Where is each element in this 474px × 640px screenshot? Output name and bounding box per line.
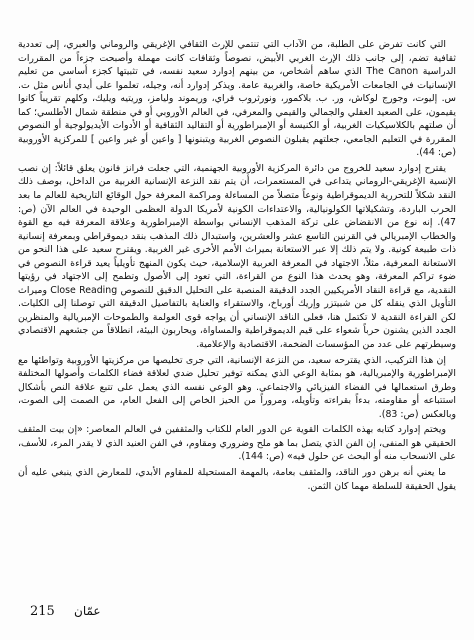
paragraph-3: إن هذا التركيب، الذي يقترحه سعيد، من النزعة الإنسانية، التي جرى تخليصها من مركزيتها الأوروبية وتواطئها مع الإمبراطورية والإمبريالية، هو بمثابة الوعي الذي يمكنه توفير تحليل ضدي لعلاقة فضاء الكلمات وأصولها المختلفة وطرق استعمالها في الفضاء الفيزيائي والاجتماعي. وهو الوعي نفسه الذي يعمل على تتبع علاقة النص بأشكال استتباعه أو مقاومته، بدءاً بقراءته وتأويله، ومروراً من الحيز الخاص إلى الفعل العام، من الصمت إلى الصوت، وبالعكس (ص: 83).: [18, 354, 456, 420]
paragraph-5: ما يعني أنه برهن دور الناقد، والمثقف بعامة، بالمهمة المستحيلة للمقاوم الأبدي، للمعارض الذي ينبغي عليه أن يقول الحقيقة للسلطة مهما كان الثمن.: [18, 466, 456, 492]
paragraph-1: التي كانت تفرض على الطلبة، من الآداب التي تنتمي للإرث الثقافي الإغريقي والروماني والعبري، إلى تعددية ثقافية تضم، إلى جانب ذلك الإرث الغربي الأبيض، نصوصاً وثقافات كانت مهملة وأصبحت جزءاً من المقررات الدراسية The Canon الذي ساهم أشخاص، من بينهم إدوارد سعيد نفسه، في تثبيتها كجزء أساسي من تعليم الإنسانيات في الجامعات الأمريكية خاصة، والغربية عامة. ويذكر إدوارد أنه، وجيله، تعلموا على أيدي أناس مثل ت. س. إليوت، وجورج لوكاش، ور. ب. بلاكمور، ونورثروب فراي، وريموند وليامز، وريتيه ويليك، وكلهم تقريباً كانوا يقيمون، على الصعيد العقلي والجمالي والقيمي والمعرفي، في العالم الأوروبي أو في منطقة شمال الأطلسي؛ كما أن صلتهم بالكلاسيكيات الغربية، أو الكنيسة أو الإمبراطورية أو التقاليد الثقافية أو الأدوات الأيديولوجية أو النصوص المقررة في التعليم الجامعي، جعلتهم يقبلون النصوص الغربية ويتبنونها [ واعين أو غير واعين ] للمركزية الأوروبية (ص: 44).: [18, 39, 456, 159]
page-number: 215: [30, 604, 55, 619]
paragraph-2: يقترح إدوارد سعيد للخروج من دائرة المركزية الأوروبية الجهنمية، التي جعلت فرانز فانون يعلق قائلاً: إن نصب الإنسية الإغريقي-الروماني يتداعى في المستعمرات، أن يتم نقد النزعة الإنسانية الغربية من الداخل، بوصف ذلك النقد شكلاً للتحررية الديموقراطية ونوعاً متصلاً من المساءلة ومراكمة المعرفة حول الوقائع التاريخية للعالم ما بعد الحرب الباردة، وتشكيلاتها الكولونيالية، والاعتداءات الكونية لأمريكا الدولة العظمى الوحيدة في العالم الآن (ص: 47). إنه نوع من الانقضاض على تركة المذهب الإنساني بواسطة الإمبراطورية وعلاقة المعرفة فيه مع القوة والخطاب الإمبريالي في القرنين التاسع عشر والعشرين، واستبدال ذلك المذهب بنقد ديموقراطي وبمعرفة إنسانية ذات طبيعة كونية. ولا يتم ذلك إلا عبر الاستعانة بميراث الأمم الأخرى غير الغربية. ويقترح سعيد على هذا النحو من الاستعانة المعرفية، مثلاً، الاجتهاد في المعرفة العربية الإسلامية، حيث يكون المنهج تأويلياً يعيد قراءة النصوص في ضوء تراكم المعرفة، وهو يحدث هذا النوع من القراءة، التي تعود إلى الأصول وتطمح إلى الاجتهاد في رؤيتها النقدية، مع قراءة النقاد الأمريكيين الجدد الدقيقة المنصبة على التحليل الدقيق للنصوص Close Reading وميراث التأويل الذي ينقله كل من شبيتزر وإريك أورباخ، والاستقراء والعناية بالتفاصيل الدقيقة التي توصلنا إلى الكليات. لكن القراءة النقدية لا تكتمل هنا، فعلى الناقد الإنساني أن يواجه قوى العولمة والطموحات الإمبريالية والمنظرين الجدد الذين يشنون حرباً شعواء على قيم الديموقراطية والمساواة، ويحاربون البيئة، انطلاقاً من جشعهم الاقتصادي وسيطرتهم على عدد من المؤسسات الضخمة، الاقتصادية والإعلامية.: [18, 162, 456, 351]
page-footer: [0, 604, 474, 624]
body-text: [18, 38, 456, 598]
paragraph-4: ويختم إدوارد كتابه بهذه الكلمات القوية عن الدور العام للكتاب والمثقفين في العالم المعاصر: «إن بيت المثقف الحقيقي هو المنفى، إن الفن الذي يتصل بما هو ملح وضروري ومقاوم، في الفن العنيد الذي لا يقدر المرء، للأسف، على الانسحاب منه أو البحث عن حلول فيه» (ص: 144).: [18, 424, 456, 463]
running-head: عمّان: [74, 604, 101, 618]
